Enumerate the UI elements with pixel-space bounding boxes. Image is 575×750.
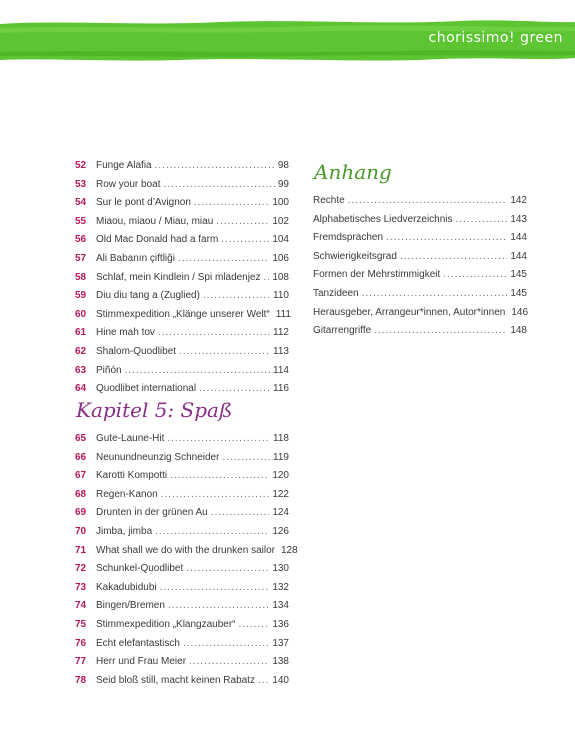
entry-title: Gitarrengriffe <box>313 325 372 337</box>
song-number: 77 <box>75 656 87 668</box>
dot-leader <box>348 195 508 206</box>
page-number: 134 <box>272 600 289 612</box>
dot-leader <box>178 253 269 264</box>
entry-title: Diu diu tang a (Zuglied) <box>96 290 200 302</box>
entry-title: Regen-Kanon <box>96 488 158 500</box>
page-number: 145 <box>510 287 527 299</box>
toc-entry <box>313 251 527 270</box>
dot-leader <box>179 346 270 357</box>
song-number: 78 <box>75 674 87 686</box>
page-number: 130 <box>272 563 289 575</box>
page-number: 111 <box>275 308 291 320</box>
page-number: 110 <box>273 290 289 302</box>
entry-title: Alphabetisches Liedverzeichnis <box>313 213 453 225</box>
dot-leader <box>160 582 270 593</box>
song-number: 74 <box>75 600 87 612</box>
entry-title: Quodlibet international <box>96 383 197 395</box>
page-number: 112 <box>273 327 289 339</box>
toc-entry <box>75 489 289 508</box>
dot-leader <box>125 365 270 376</box>
entry-title: Karotti Kompotti <box>96 470 168 482</box>
dot-leader <box>221 234 269 245</box>
page-number: 106 <box>272 252 289 264</box>
song-number: 76 <box>75 637 87 649</box>
dot-leader <box>186 563 269 574</box>
toc-entry <box>75 675 289 694</box>
page-number: 122 <box>272 488 289 500</box>
entry-title: Seid bloß still, macht keinen Rabatz <box>96 674 255 686</box>
dot-leader <box>386 232 507 243</box>
toc-entry <box>313 214 527 233</box>
entry-title: Tanzideen <box>313 287 359 299</box>
page-number: 114 <box>273 364 289 376</box>
entry-title: Row your boat <box>96 178 161 190</box>
song-number: 54 <box>75 197 87 209</box>
page-number: 98 <box>277 160 289 171</box>
toc-entry <box>75 309 289 328</box>
entry-title: Miaou, miaou / Miau, miau <box>96 215 214 227</box>
page-number: 120 <box>272 470 289 482</box>
page-number: 104 <box>272 234 289 246</box>
dot-leader <box>168 600 269 611</box>
page-number: 143 <box>510 213 527 225</box>
dot-leader <box>203 290 270 301</box>
dot-leader <box>222 452 270 463</box>
page-number: 142 <box>510 195 527 206</box>
song-number: 52 <box>75 160 87 171</box>
chapter4-song-list <box>75 160 289 402</box>
entry-title: Stimmexpedition „Klänge unserer Welt“ <box>96 308 270 320</box>
dot-leader <box>443 269 507 280</box>
page-number: 119 <box>273 451 289 463</box>
dot-leader <box>155 526 269 537</box>
chapter5-heading: Kapitel 5: Spaß <box>76 398 233 422</box>
toc-entry <box>75 526 289 545</box>
entry-title: Kakadubidubi <box>96 581 157 593</box>
dot-leader <box>362 288 508 299</box>
song-number: 53 <box>75 178 87 190</box>
toc-entry <box>75 179 289 198</box>
song-number: 66 <box>75 451 87 463</box>
entry-title: Echt elefantastisch <box>96 637 180 649</box>
toc-entry <box>313 307 527 326</box>
toc-entry <box>313 232 527 251</box>
song-number: 67 <box>75 470 87 482</box>
entry-title: Rechte <box>313 195 345 206</box>
toc-entry <box>313 325 527 344</box>
song-number: 55 <box>75 215 87 227</box>
dot-leader <box>158 327 270 338</box>
song-number: 58 <box>75 271 87 283</box>
dot-leader <box>194 197 269 208</box>
dot-leader <box>264 272 270 283</box>
entry-title: Formen der Mehrstimmigkeit <box>313 269 441 281</box>
page-number: 128 <box>280 544 298 556</box>
toc-entry <box>75 433 289 452</box>
dot-leader <box>199 383 270 394</box>
page-number: 102 <box>272 215 289 227</box>
entry-title: Piñón <box>96 364 122 376</box>
dot-leader <box>163 179 274 190</box>
brand-logo: chorissimo! green <box>428 30 563 46</box>
dot-leader <box>216 216 269 227</box>
page-number: 99 <box>277 178 289 190</box>
dot-leader <box>161 489 270 500</box>
toc-entry <box>75 197 289 216</box>
page-number: 132 <box>272 581 289 593</box>
entry-title: Sur le pont d’Avignon <box>96 197 191 209</box>
toc-entry <box>75 452 289 471</box>
entry-title: Stimmexpedition „Klangzauber“ <box>96 618 236 630</box>
toc-entry <box>75 563 289 582</box>
page-number: 113 <box>273 345 289 357</box>
dot-leader <box>374 325 507 336</box>
page-number: 118 <box>273 433 289 444</box>
toc-entry <box>75 507 289 526</box>
song-number: 72 <box>75 563 87 575</box>
toc-entry <box>75 327 289 346</box>
page-number: 108 <box>272 271 289 283</box>
dot-leader <box>211 507 270 518</box>
toc-entry <box>75 272 289 291</box>
dot-leader <box>167 433 270 444</box>
song-number: 65 <box>75 433 87 444</box>
dot-leader <box>170 470 269 481</box>
page-number: 144 <box>510 250 527 262</box>
toc-entry <box>75 656 289 675</box>
entry-title: Ali Babanın çiftliği <box>96 252 175 264</box>
toc-entry <box>75 582 289 601</box>
page-number: 116 <box>273 383 289 395</box>
toc-entry <box>75 470 289 489</box>
page-number: 124 <box>272 507 289 519</box>
toc-entry <box>75 638 289 657</box>
entry-title: Schunkel-Quodlibet <box>96 563 184 575</box>
toc-entry <box>75 253 289 272</box>
appendix-heading: Anhang <box>314 160 392 184</box>
page-number: 100 <box>272 197 289 209</box>
toc-entry <box>75 290 289 309</box>
song-number: 68 <box>75 488 87 500</box>
page-number: 136 <box>272 618 289 630</box>
appendix-list <box>313 195 527 344</box>
entry-title: Jimba, jimba <box>96 525 153 537</box>
page-number: 146 <box>511 306 529 318</box>
song-number: 73 <box>75 581 87 593</box>
toc-entry <box>75 160 289 179</box>
toc-entry <box>75 544 298 564</box>
dot-leader <box>183 638 269 649</box>
entry-title: Schlaf, mein Kindlein / Spi mladenjez <box>96 271 261 283</box>
song-number: 59 <box>75 290 87 302</box>
entry-title: Fremdsprachen <box>313 232 384 244</box>
dot-leader <box>155 160 275 171</box>
toc-entry <box>75 365 289 384</box>
song-number: 63 <box>75 364 87 376</box>
song-number: 71 <box>75 544 87 556</box>
song-number: 60 <box>75 308 87 320</box>
dot-leader <box>400 251 507 262</box>
toc-entry <box>75 234 289 253</box>
song-number: 64 <box>75 383 87 395</box>
song-number: 75 <box>75 618 87 630</box>
entry-title: Shalom-Quodlibet <box>96 345 177 357</box>
entry-title: Gute-Laune-Hit <box>96 433 165 444</box>
entry-title: Funge Alafia <box>96 160 152 171</box>
dot-leader <box>189 656 269 667</box>
song-number: 61 <box>75 327 87 339</box>
entry-title: Drunten in der grünen Au <box>96 507 208 519</box>
page-number: 126 <box>272 525 289 537</box>
song-number: 69 <box>75 507 87 519</box>
dot-leader <box>258 675 269 686</box>
toc-entry <box>75 619 289 638</box>
chapter5-song-list <box>75 433 298 693</box>
page-number: 144 <box>510 232 527 244</box>
page-number: 140 <box>272 674 289 686</box>
entry-title: Hine mah tov <box>96 327 155 339</box>
entry-title: Schwierigkeitsgrad <box>313 250 397 262</box>
song-number: 62 <box>75 345 87 357</box>
entry-title: Old Mac Donald had a farm <box>96 234 219 246</box>
dot-leader <box>239 619 270 630</box>
song-number: 70 <box>75 525 87 537</box>
toc-entry <box>75 346 289 365</box>
dot-leader <box>456 214 508 225</box>
entry-title: Herr und Frau Meier <box>96 656 187 668</box>
entry-title: Bingen/Bremen <box>96 600 165 612</box>
page-number: 148 <box>510 325 527 337</box>
page-number: 137 <box>272 637 289 649</box>
song-number: 56 <box>75 234 87 246</box>
song-number: 57 <box>75 252 87 264</box>
toc-entry <box>75 600 289 619</box>
toc-entry <box>75 216 289 235</box>
toc-entry <box>313 269 527 288</box>
page-number: 138 <box>272 656 289 668</box>
toc-entry <box>313 288 527 307</box>
entry-title: Herausgeber, Arrangeur*innen, Autor*innen <box>313 306 506 318</box>
page-number: 145 <box>510 269 527 281</box>
toc-entry <box>313 195 527 214</box>
entry-title: Neunundneunzig Schneider <box>96 451 220 463</box>
entry-title: What shall we do with the drunken sailor <box>96 544 275 556</box>
